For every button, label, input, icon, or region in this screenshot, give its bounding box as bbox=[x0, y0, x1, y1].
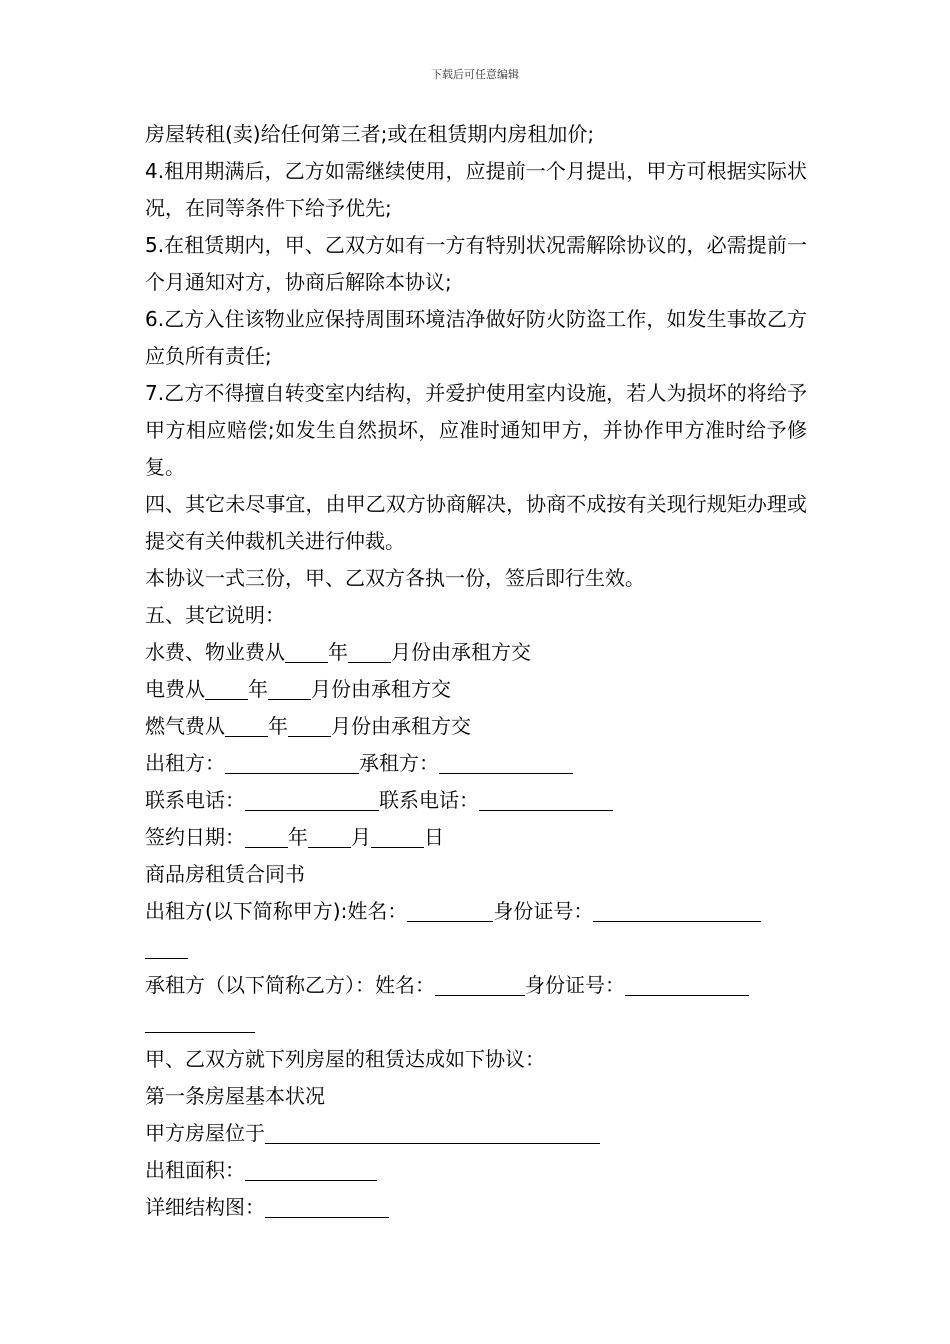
document-body bbox=[145, 116, 807, 1226]
clause-5: 5.在租赁期内，甲、乙双方如有一方有特别状况需解除协议的，必需提前一个月通知对方，协商后解除本协议; bbox=[145, 233, 807, 294]
month-blank[interactable] bbox=[348, 640, 391, 663]
location-blank[interactable] bbox=[265, 1121, 600, 1144]
day-blank[interactable] bbox=[371, 825, 424, 848]
article-1-heading: 第一条房屋基本状况 bbox=[145, 1084, 325, 1108]
sign-date-line: 签约日期： 年 月 日 bbox=[145, 825, 444, 849]
month-blank[interactable] bbox=[268, 677, 311, 700]
clause-6: 6.乙方入住该物业应保持周围环境洁净做好防火防盗工作，如发生事故乙方应负所有责任; bbox=[145, 307, 807, 368]
id-number-blank[interactable] bbox=[593, 899, 761, 922]
water-fee-line: 水费、物业费从 年 月份由承租方交 bbox=[145, 640, 531, 664]
page-header: 下载后可任意编辑 bbox=[431, 68, 519, 81]
parties-line: 出租方： 承租方： bbox=[145, 745, 807, 782]
gas-fee-line: 燃气费从 年 月份由承租方交 bbox=[145, 714, 471, 738]
lessee-blank[interactable] bbox=[439, 751, 573, 774]
section-4: 四、其它未尽事宜，由甲乙双方协商解决，协商不成按有关现行规矩办理或提交有关仲裁机关进行仲裁。 bbox=[145, 492, 807, 553]
structure-line: 详细结构图： bbox=[145, 1189, 807, 1226]
clause-4: 4.租用期满后，乙方如需继续使用，应提前一个月提出，甲方可根据实际状况，在同等条件下给予优先; bbox=[145, 159, 807, 220]
lessor-blank[interactable] bbox=[225, 751, 359, 774]
phone-blank[interactable] bbox=[479, 788, 613, 811]
area-blank[interactable] bbox=[245, 1158, 377, 1181]
area-line: 出租面积： bbox=[145, 1152, 807, 1189]
year-blank[interactable] bbox=[245, 825, 288, 848]
month-blank[interactable] bbox=[308, 825, 351, 848]
name-blank[interactable] bbox=[407, 899, 493, 922]
name-blank[interactable] bbox=[435, 973, 525, 996]
lessor-id-continuation bbox=[145, 930, 807, 967]
text-line: 房屋转租(卖)给任何第三者;或在租赁期内房租加价; bbox=[145, 122, 595, 146]
lessee-id-line: 承租方（以下简称乙方）：姓名： 身份证号： bbox=[145, 967, 807, 1004]
year-blank[interactable] bbox=[205, 677, 248, 700]
copies-statement: 本协议一式三份，甲、乙双方各执一份，签后即行生效。 bbox=[145, 566, 645, 590]
agreement-intro: 甲、乙双方就下列房屋的租赁达成如下协议： bbox=[145, 1047, 545, 1071]
location-line: 甲方房屋位于 bbox=[145, 1115, 807, 1152]
electric-fee-line: 电费从 年 月份由承租方交 bbox=[145, 677, 451, 701]
clause-7: 7.乙方不得擅自转变室内结构，并爱护使用室内设施，若人为损坏的将给予甲方相应赔偿;如发生自然损坏，应准时通知甲方，并协作甲方准时给予修复。 bbox=[145, 381, 807, 479]
year-blank[interactable] bbox=[225, 714, 268, 737]
lessee-id-continuation bbox=[145, 1004, 807, 1041]
phone-blank[interactable] bbox=[245, 788, 379, 811]
id-number-blank[interactable] bbox=[625, 973, 749, 996]
month-blank[interactable] bbox=[288, 714, 331, 737]
phones-line: 联系电话： 联系电话： bbox=[145, 782, 807, 819]
section-5-heading: 五、其它说明： bbox=[145, 603, 285, 627]
lessor-id-line: 出租方(以下简称甲方):姓名： 身份证号： bbox=[145, 893, 807, 930]
year-blank[interactable] bbox=[285, 640, 328, 663]
contract-title: 商品房租赁合同书 bbox=[145, 862, 305, 886]
structure-blank[interactable] bbox=[265, 1195, 389, 1218]
id-number-blank[interactable] bbox=[145, 936, 188, 959]
id-number-blank[interactable] bbox=[145, 1010, 255, 1033]
